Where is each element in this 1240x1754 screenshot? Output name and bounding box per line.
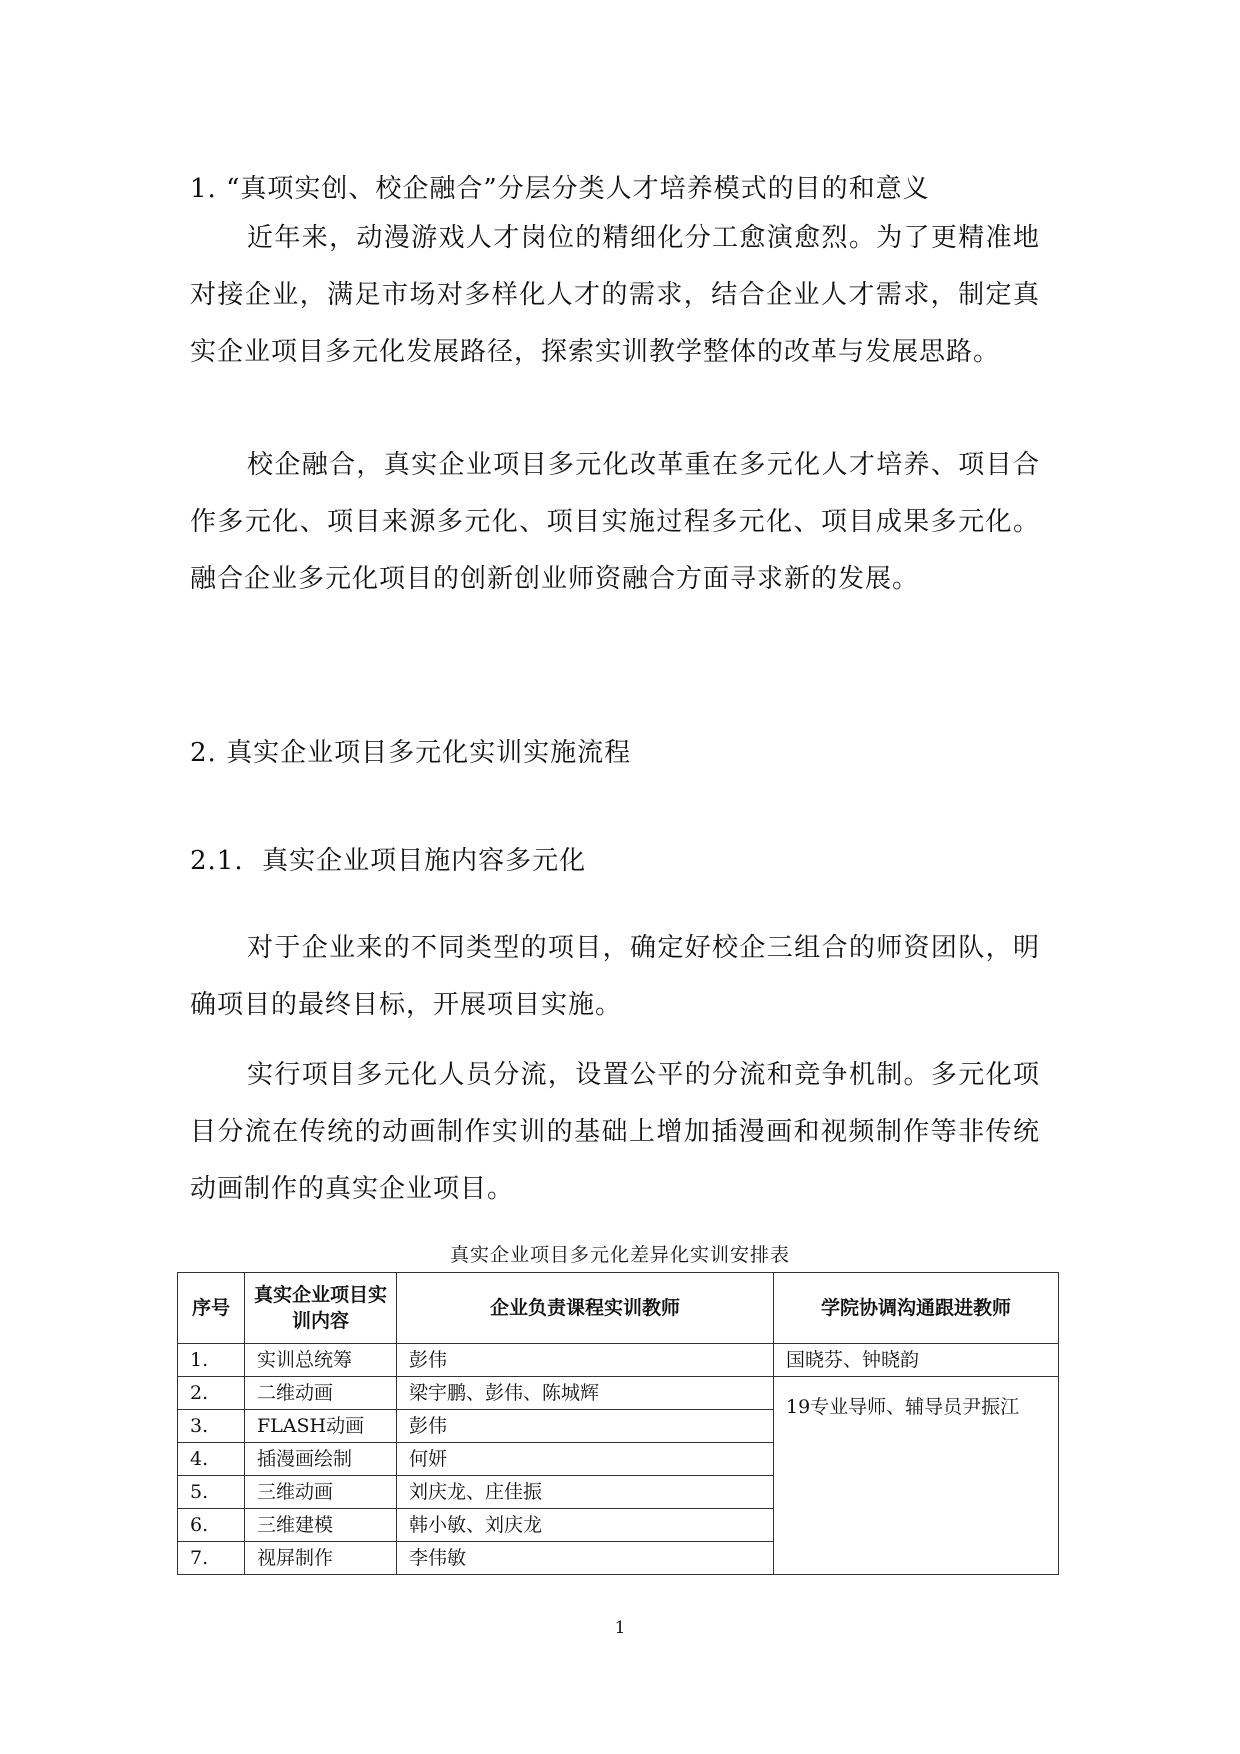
section-1-paragraph-1: 近年来，动漫游戏人才岗位的精细化分工愈演愈烈。为了更精准地对接企业，满足市场对多样化人才的需求，结合企业人才需求，制定真实企业项目多元化发展路径，探索实训教学整体的改革与发展思路。: [190, 223, 1040, 367]
cell-no: 1.: [178, 1344, 245, 1377]
cell-no: 2.: [178, 1377, 245, 1410]
cell-enterprise-teacher: 彭伟: [397, 1410, 774, 1443]
cell-enterprise-teacher: 刘庆龙、庄佳振: [397, 1476, 774, 1509]
section-2-heading: 2. 真实企业项目多元化实训实施流程: [190, 738, 632, 768]
header-college-teacher: 学院协调沟通跟进教师: [774, 1273, 1059, 1344]
training-schedule-table: [177, 1272, 1059, 1575]
section-2-1-paragraph-1: 对于企业来的不同类型的项目，确定好校企三组合的师资团队，明确项目的最终目标，开展项目实施。: [190, 933, 1040, 1020]
cell-enterprise-teacher: 梁宇鹏、彭伟、陈城辉: [397, 1377, 774, 1410]
header-content: 真实企业项目实训内容: [245, 1273, 397, 1344]
cell-content: 三维动画: [245, 1476, 397, 1509]
table-caption: 真实企业项目多元化差异化实训安排表: [449, 1244, 790, 1266]
cell-enterprise-teacher: 李伟敏: [397, 1542, 774, 1575]
cell-enterprise-teacher: 韩小敏、刘庆龙: [397, 1509, 774, 1542]
cell-no: 4.: [178, 1443, 245, 1476]
table-row: [178, 1377, 1059, 1410]
cell-enterprise-teacher: 何妍: [397, 1443, 774, 1476]
header-enterprise-teacher: 企业负责课程实训教师: [397, 1273, 774, 1344]
cell-college-teacher: 国晓芬、钟晓韵: [774, 1344, 1059, 1377]
cell-no: 5.: [178, 1476, 245, 1509]
table-header-row: [178, 1273, 1059, 1344]
cell-no: 7.: [178, 1542, 245, 1575]
cell-enterprise-teacher: 彭伟: [397, 1344, 774, 1377]
cell-content: 二维动画: [245, 1377, 397, 1410]
section-2-1-paragraph-2: 实行项目多元化人员分流，设置公平的分流和竞争机制。多元化项目分流在传统的动画制作实训的基础上增加插漫画和视频制作等非传统动画制作的真实企业项目。: [190, 1060, 1040, 1204]
cell-content: FLASH动画: [245, 1410, 397, 1443]
table-row: [178, 1344, 1059, 1377]
section-2-1-heading: 2.1. 真实企业项目施内容多元化: [190, 846, 587, 876]
cell-content: 插漫画绘制: [245, 1443, 397, 1476]
header-no: 序号: [178, 1273, 245, 1344]
section-1-paragraph-2: 校企融合，真实企业项目多元化改革重在多元化人才培养、项目合作多元化、项目来源多元化、项目实施过程多元化、项目成果多元化。融合企业多元化项目的创新创业师资融合方面寻求新的发展。: [190, 450, 1040, 594]
cell-content: 实训总统筹: [245, 1344, 397, 1377]
cell-content: 视屏制作: [245, 1542, 397, 1575]
page-number: 1: [614, 1618, 626, 1638]
section-1-heading: 1. “真项实创、校企融合”分层分类人才培养模式的目的和意义: [190, 174, 930, 204]
cell-no: 6.: [178, 1509, 245, 1542]
cell-no: 3.: [178, 1410, 245, 1443]
cell-college-teacher-merged: 19专业导师、辅导员尹振江: [774, 1377, 1059, 1575]
cell-content: 三维建模: [245, 1509, 397, 1542]
